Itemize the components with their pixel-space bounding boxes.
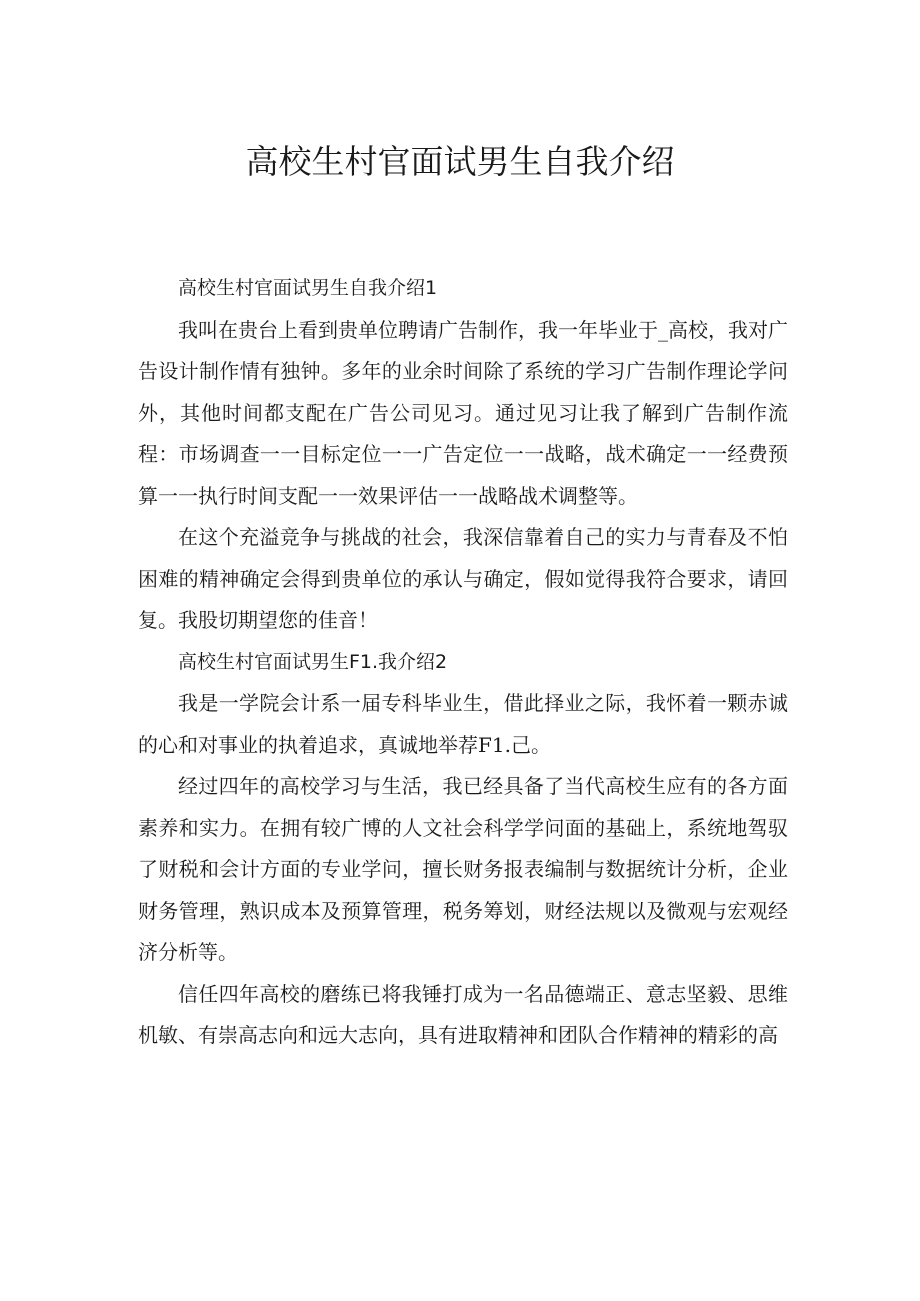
- body-paragraph: 信任四年高校的磨练已将我锤打成为一名品德端正、意志坚毅、思维机敏、有崇高志向和远大志向，具有进取精神和团队合作精神的精彩的高: [138, 981, 788, 1047]
- section-heading: 高校生村官面试男生F1.我介绍2: [178, 650, 448, 673]
- body-paragraph: 我是一学院会计系一届专科毕业生，借此择业之际，我怀着一颗赤诚的心和对事业的执着追求，真诚地举荐F1.己。: [138, 691, 788, 757]
- body-paragraph: 我叫在贵台上看到贵单位聘请广告制作，我一年毕业于_高校，我对广告设计制作情有独钟。多年的业余时间除了系统的学习广告制作理论学问外，其他时间都支配在广告公司见习。通过见习让我了解到广告制作流程：市场调查一一目标定位一一广告定位一一战略，战术确定一一经费预算一一执行时间支配一一效果评估一一战略战术调整等。: [138, 317, 788, 508]
- document-body: [138, 268, 788, 1057]
- body-paragraph: 在这个充溢竞争与挑战的社会，我深信靠着自己的实力与青春及不怕困难的精神确定会得到贵单位的承认与确定，假如觉得我符合要求，请回复。我股切期望您的佳音！: [138, 525, 788, 632]
- section-heading: 高校生村官面试男生自我介绍1: [178, 277, 438, 299]
- document-title: 高校生村官面试男生自我介绍: [245, 142, 675, 181]
- body-paragraph: 经过四年的高校学习与生活，我已经具备了当代高校生应有的各方面素养和实力。在拥有较广博的人文社会科学学问面的基础上，系统地驾驭了财税和会计方面的专业学问，擅长财务报表编制与数据统计分析，企业财务管理，熟识成本及预算管理，税务筹划，财经法规以及微观与宏观经济分析等。: [138, 774, 788, 964]
